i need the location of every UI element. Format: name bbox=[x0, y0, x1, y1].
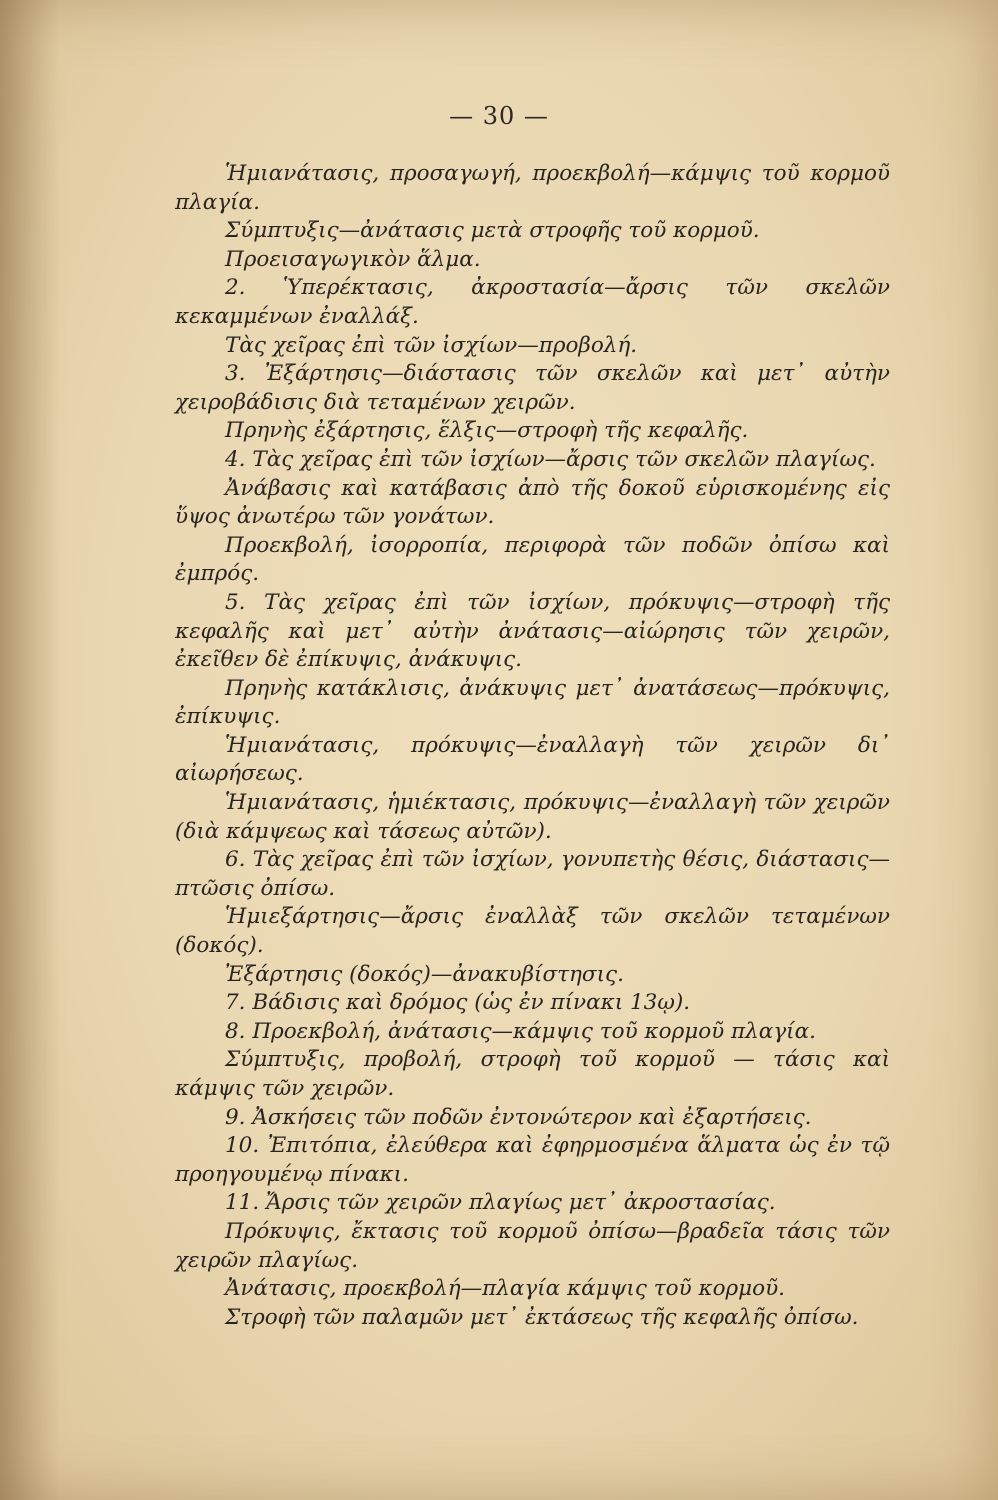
paragraph-5: Τὰς χεῖρας ἐπὶ τῶν ἰσχίων—προβολή. bbox=[225, 332, 638, 358]
paragraph-22: 10. Ἐπιτόπια, ἐλεύθερα καὶ ἐφηρμοσμένα ἅλματα ὡς ἐν τῷ προηγουμένῳ πίνακι. bbox=[175, 1133, 890, 1187]
paragraph-14: Ἡμιανάτασις, ἡμιέκτασις, πρόκυψις—ἐναλλαγὴ τῶν χειρῶν (διὰ κάμψεως καὶ τάσεως αὐτῶν). bbox=[175, 790, 890, 844]
paragraph-7: Πρηνὴς ἐξάρτησις, ἕλξις—στροφὴ τῆς κεφαλῆς. bbox=[225, 418, 749, 444]
page-number: — 30 — bbox=[449, 102, 549, 130]
paragraph-24: Πρόκυψις, ἔκτασις τοῦ κορμοῦ ὀπίσω—βραδεῖα τάσις τῶν χειρῶν πλαγίως. bbox=[175, 1218, 890, 1273]
page-body-text bbox=[175, 160, 890, 1332]
paragraph-20: Σύμπτυξις, προβολή, στροφὴ τοῦ κορμοῦ — τάσις καὶ κάμψις τῶν χειρῶν. bbox=[175, 1047, 890, 1101]
page-gutter-shadow bbox=[0, 0, 60, 1500]
paragraph-21: 9. Ἀσκήσεις τῶν ποδῶν ἐντονώτερον καὶ ἐξαρτήσεις. bbox=[225, 1104, 812, 1130]
paragraph-12: Πρηνὴς κατάκλισις, ἀνάκυψις μετ᾽ ἀνατάσεως—πρόκυψις, ἐπίκυψις. bbox=[175, 675, 890, 730]
paragraph-25: Ἀνάτασις, προεκβολή—πλαγία κάμψις τοῦ κορμοῦ. bbox=[225, 1276, 785, 1302]
paragraph-1: Ἡμιανάτασις, προσαγωγή, προεκβολή—κάμψις τοῦ κορμοῦ πλαγία. bbox=[175, 161, 890, 215]
paragraph-16: Ἡμιεξάρτησις—ἄρσις ἐναλλὰξ τῶν σκελῶν τεταμένων (δοκός). bbox=[175, 904, 890, 959]
paragraph-3: Προεισαγωγικὸν ἅλμα. bbox=[225, 246, 481, 272]
paragraph-26: Στροφὴ τῶν παλαμῶν μετ᾽ ἐκτάσεως τῆς κεφαλῆς ὀπίσω. bbox=[225, 1304, 859, 1330]
paragraph-8: 4. Τὰς χεῖρας ἐπὶ τῶν ἰσχίων—ἄρσις τῶν σκελῶν πλαγίως. bbox=[225, 446, 876, 472]
paragraph-9: Ἀνάβασις καὶ κατάβασις ἀπὸ τῆς δοκοῦ εὑρισκομένης εἰς ὕψος ἀνωτέρω τῶν γονάτων. bbox=[175, 475, 890, 530]
paragraph-6: 3. Ἐξάρτησις—διάστασις τῶν σκελῶν καὶ μετ᾽ αὐτὴν χειροβάδισις διὰ τεταμένων χειρῶν. bbox=[175, 361, 890, 415]
paragraph-4: 2. Ὑπερέκτασις, ἀκροστασία—ἄρσις τῶν σκελῶν κεκαμμένων ἐναλλάξ. bbox=[175, 275, 890, 329]
paragraph-15: 6. Τὰς χεῖρας ἐπὶ τῶν ἰσχίων, γονυπετὴς θέσις, διάστασις—πτῶσις ὀπίσω. bbox=[175, 847, 890, 901]
paragraph-2: Σύμπτυξις—ἀνάτασις μετὰ στροφῆς τοῦ κορμοῦ. bbox=[225, 218, 760, 244]
paragraph-18: 7. Βάδισις καὶ δρόμος (ὡς ἐν πίνακι 13ῳ). bbox=[225, 990, 691, 1016]
paragraph-13: Ἡμιανάτασις, πρόκυψις—ἐναλλαγὴ τῶν χειρῶν δι᾽ αἰωρήσεως. bbox=[175, 732, 890, 787]
paragraph-11: 5. Τὰς χεῖρας ἐπὶ τῶν ἰσχίων, πρόκυψις—στροφὴ τῆς κεφαλῆς καὶ μετ᾽ αὐτὴν ἀνάτασις—αἰώρησις τῶν χειρῶν, ἐκεῖθεν δὲ ἐπίκυψις, ἀνάκυψις. bbox=[175, 589, 890, 673]
paragraph-17: Ἐξάρτησις (δοκός)—ἀνακυβίστησις. bbox=[225, 961, 624, 987]
paragraph-10: Προεκβολή, ἰσορροπία, περιφορὰ τῶν ποδῶν ὀπίσω καὶ ἐμπρός. bbox=[175, 532, 890, 587]
paragraph-23: 11. Ἄρσις τῶν χειρῶν πλαγίως μετ᾽ ἀκροστασίας. bbox=[225, 1190, 776, 1216]
paragraph-19: 8. Προεκβολή, ἀνάτασις—κάμψις τοῦ κορμοῦ πλαγία. bbox=[225, 1018, 816, 1044]
